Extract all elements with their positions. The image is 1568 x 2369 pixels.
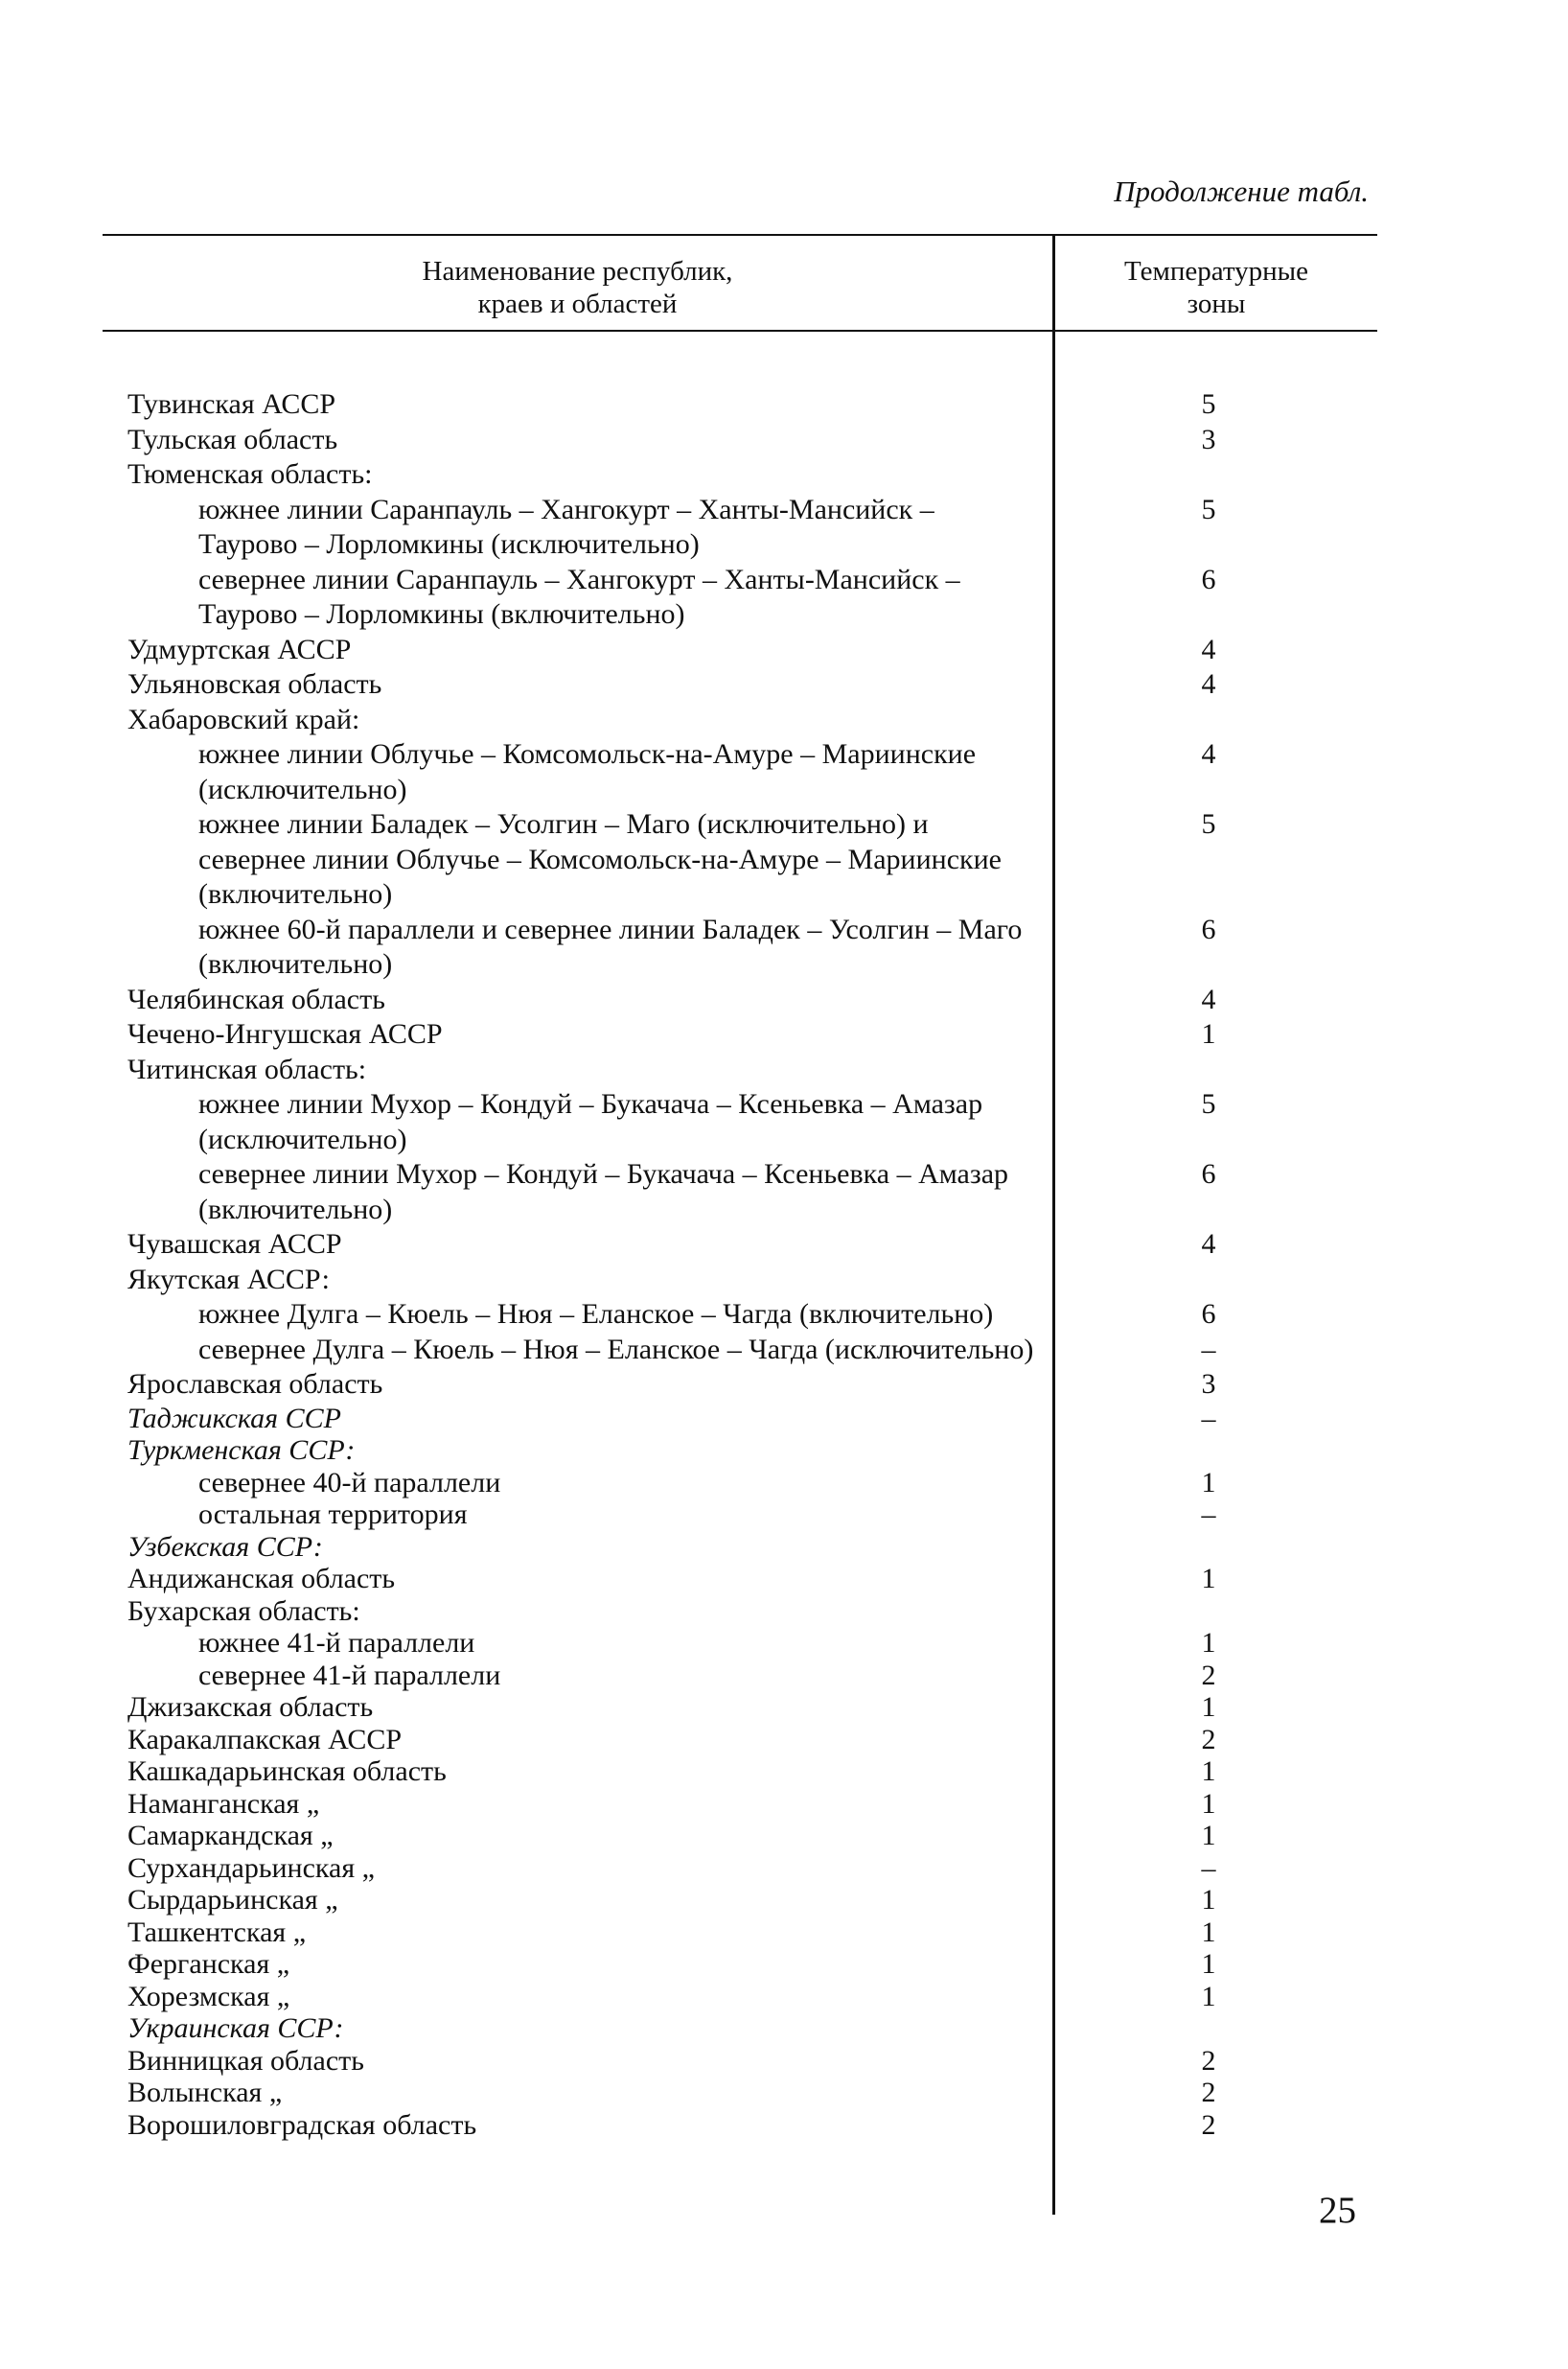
temperature-zone-cell: 1 [1201, 1884, 1216, 1916]
temperature-zone-cell: 2 [1201, 1659, 1216, 1691]
table-row [103, 1852, 1377, 1885]
temperature-zone-cell: 4 [1201, 738, 1216, 770]
region-name-cell: Хорезмская „ [127, 1980, 290, 2012]
temperature-zone-cell: 5 [1201, 493, 1216, 525]
table-row [103, 737, 1377, 807]
temperature-zone-cell: 6 [1201, 563, 1216, 595]
table-row [103, 1531, 1377, 1564]
region-name-cell: Узбекская ССР: [127, 1530, 323, 1563]
region-name-cell: Таджикская ССР [127, 1402, 341, 1434]
region-name-cell: Ульяновская область [127, 668, 382, 700]
region-name-cell: остальная территория [198, 1498, 468, 1530]
page-number: 25 [1319, 2190, 1356, 2231]
region-name-cell: Хабаровский край: [127, 703, 360, 735]
table-row [103, 1367, 1377, 1403]
region-name-cell: севернее 41-й параллели [198, 1659, 501, 1691]
table-row [103, 2109, 1377, 2142]
header-zone-column [1055, 255, 1377, 320]
region-name-cell: Тувинская АССР [127, 388, 336, 420]
temperature-zone-cell: 2 [1201, 2108, 1216, 2141]
temperature-zone-cell: 5 [1201, 388, 1216, 420]
region-name-cell: южнее линии Саранпауль – Хангокурт – Ханты-Мансийск – Таурово – Лорломкины (исключительно) [198, 493, 934, 560]
region-name-cell: южнее 60-й параллели и севернее линии Баладек – Усолгин – Маго (включительно) [198, 913, 1023, 980]
temperature-zone-cell: 2 [1201, 1723, 1216, 1755]
temperature-zone-cell: 1 [1201, 1563, 1216, 1594]
table-row [103, 1724, 1377, 1756]
region-name-cell: севернее Дулга – Кюель – Нюя – Еланское – Чагда (исключительно) [198, 1333, 1034, 1365]
region-name-cell: Кашкадарьинская область [127, 1755, 447, 1787]
temperature-zone-cell: – [1201, 1851, 1216, 1884]
temperature-zone-cell: 1 [1201, 1916, 1216, 1948]
table-row [103, 1884, 1377, 1916]
table-header-rule [103, 330, 1377, 332]
temperature-zone-cell: 1 [1201, 1948, 1216, 1980]
temperature-zone-cell: 4 [1201, 1228, 1216, 1260]
table-row [103, 1403, 1377, 1435]
temperature-zone-cell: 4 [1201, 668, 1216, 700]
region-name-cell: Тульская область [127, 423, 338, 455]
table-row [103, 423, 1377, 458]
temperature-zone-cell: 1 [1201, 1820, 1216, 1851]
table-row [103, 1467, 1377, 1499]
region-name-cell: Андижанская область [127, 1563, 396, 1594]
table-row [103, 703, 1377, 738]
table-continuation-caption: Продолжение табл. [1114, 174, 1369, 208]
table-row [103, 387, 1377, 423]
region-name-cell: южнее 41-й параллели [198, 1627, 475, 1659]
table-row [103, 1660, 1377, 1692]
temperature-zone-cell: 1 [1201, 1018, 1216, 1050]
table-row [103, 1227, 1377, 1263]
region-name-cell: южнее Дулга – Кюель – Нюя – Еланское – Чагда (включительно) [198, 1298, 994, 1330]
temperature-zone-cell: 1 [1201, 1627, 1216, 1659]
table-row [103, 1017, 1377, 1053]
table-row [103, 1333, 1377, 1368]
table-row [103, 1691, 1377, 1724]
region-name-cell: южнее линии Баладек – Усолгин – Маго (исключительно) и севернее линии Облучье – Комсомольск-на-Амуре – Мариинские (включительно) [198, 808, 1002, 910]
region-name-cell: Наманганская „ [127, 1787, 320, 1820]
region-name-cell: Винницкая область [127, 2044, 364, 2077]
region-name-cell: Читинская область: [127, 1053, 367, 1085]
table-row [103, 1627, 1377, 1660]
region-name-cell: Туркменская ССР: [127, 1434, 356, 1466]
temperature-zone-cell: 5 [1201, 808, 1216, 840]
table-row [103, 2012, 1377, 2045]
temperature-zone-cell: 5 [1201, 1088, 1216, 1120]
region-name-cell: южнее линии Мухор – Кондуй – Букачача – Ксеньевка – Амазар (исключительно) [198, 1088, 983, 1155]
region-name-cell: Самаркандская „ [127, 1820, 334, 1851]
region-name-cell: Тюменская область: [127, 458, 373, 490]
region-name-cell: Ферганская „ [127, 1948, 290, 1980]
temperature-zone-cell: 3 [1201, 423, 1216, 455]
temperature-zones-table [103, 234, 1377, 2215]
table-row [103, 1948, 1377, 1981]
region-name-cell: Сурхандарьинская „ [127, 1851, 375, 1884]
table-row [103, 457, 1377, 493]
table-row [103, 983, 1377, 1018]
region-name-cell: Украинская ССР: [127, 2012, 344, 2044]
header-name-line2: краев и областей [477, 289, 678, 319]
header-zone-line2: зоны [1187, 289, 1246, 319]
temperature-zone-cell: 1 [1201, 1980, 1216, 2012]
region-name-cell: Ворошиловградская область [127, 2108, 477, 2141]
table-row [103, 1053, 1377, 1088]
region-name-cell: Чувашская АССР [127, 1228, 342, 1260]
region-name-cell: Джизакская область [127, 1691, 374, 1723]
table-row [103, 1788, 1377, 1821]
table-row [103, 913, 1377, 983]
table-row [103, 807, 1377, 913]
region-name-cell: Якутская АССР: [127, 1263, 331, 1295]
table-row [103, 1563, 1377, 1595]
region-name-cell: Удмуртская АССР [127, 633, 352, 665]
temperature-zone-cell: 2 [1201, 2077, 1216, 2108]
table-row [103, 1498, 1377, 1531]
region-name-cell: севернее 40-й параллели [198, 1466, 501, 1498]
region-name-cell: Ташкентская „ [127, 1916, 307, 1948]
table-body [103, 387, 1377, 2141]
region-name-cell: Ярославская область [127, 1368, 383, 1400]
table-row [103, 1820, 1377, 1852]
table-row [103, 1755, 1377, 1788]
table-row [103, 1157, 1377, 1227]
temperature-zone-cell: 2 [1201, 2044, 1216, 2077]
table-row [103, 1297, 1377, 1333]
table-row [103, 1916, 1377, 1949]
temperature-zone-cell: 6 [1201, 913, 1216, 945]
temperature-zone-cell: 3 [1201, 1368, 1216, 1400]
table-row [103, 633, 1377, 668]
region-name-cell: Бухарская область: [127, 1594, 360, 1627]
table-row [103, 563, 1377, 633]
temperature-zone-cell: – [1201, 1498, 1216, 1530]
table-row [103, 1434, 1377, 1467]
temperature-zone-cell: 1 [1201, 1466, 1216, 1498]
temperature-zone-cell: – [1201, 1333, 1216, 1365]
header-name-line1: Наименование республик, [422, 256, 733, 287]
region-name-cell: севернее линии Мухор – Кондуй – Букачача – Ксеньевка – Амазар (включительно) [198, 1158, 1009, 1225]
region-name-cell: южнее линии Облучье – Комсомольск-на-Амуре – Мариинские (исключительно) [198, 738, 977, 805]
temperature-zone-cell: 1 [1201, 1755, 1216, 1787]
region-name-cell: Челябинская область [127, 983, 385, 1015]
temperature-zone-cell: 6 [1201, 1298, 1216, 1330]
table-row [103, 1087, 1377, 1157]
temperature-zone-cell: 6 [1201, 1158, 1216, 1190]
temperature-zone-cell: 4 [1201, 983, 1216, 1015]
header-zone-line1: Температурные [1123, 256, 1308, 287]
table-row [103, 1981, 1377, 2013]
temperature-zone-cell: 4 [1201, 633, 1216, 665]
temperature-zone-cell: 1 [1201, 1691, 1216, 1723]
table-row [103, 2077, 1377, 2109]
region-name-cell: Чечено-Ингушская АССР [127, 1018, 443, 1050]
temperature-zone-cell: 1 [1201, 1787, 1216, 1820]
region-name-cell: Сырдарьинская „ [127, 1884, 338, 1916]
region-name-cell: Волынская „ [127, 2077, 283, 2108]
table-row [103, 493, 1377, 563]
header-name-column [103, 255, 1052, 320]
table-row [103, 1595, 1377, 1628]
table-row [103, 1263, 1377, 1298]
table-row [103, 2045, 1377, 2078]
table-row [103, 667, 1377, 703]
region-name-cell: Каракалпакская АССР [127, 1723, 403, 1755]
table-top-rule [103, 234, 1377, 236]
region-name-cell: севернее линии Саранпауль – Хангокурт – Ханты-Мансийск – Таурово – Лорломкины (включительно) [198, 563, 960, 630]
temperature-zone-cell: – [1201, 1402, 1216, 1434]
